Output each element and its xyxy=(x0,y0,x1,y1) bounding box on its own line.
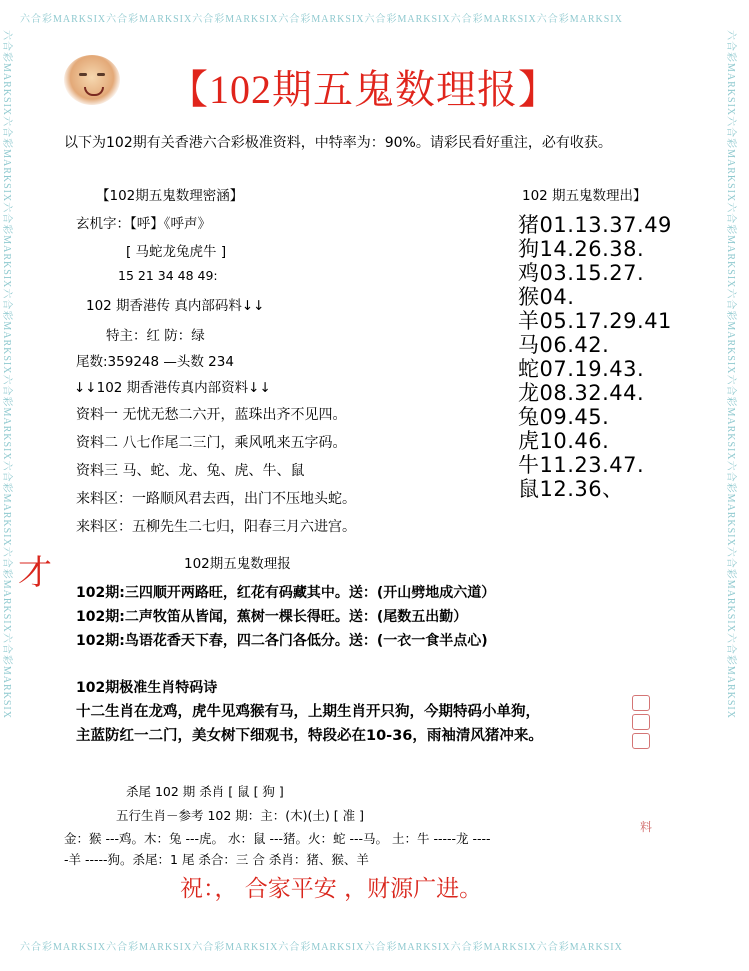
zodiac-row: 猪01.13.37.49 xyxy=(518,213,672,237)
watermark-left: 六合彩MARKSIX六合彩MARKSIX六合彩MARKSIX六合彩MARKSIX六合彩MARKSIX六合彩MARKSIX六合彩MARKSIX六合彩MARKSIX xyxy=(1,30,12,719)
hk-code-title: 102 期香港传 真内部码料↓↓ xyxy=(86,298,265,314)
animals-text: [ 马蛇龙兔虎牛 ] xyxy=(126,244,227,260)
blessing-text: 祝：， 合家平安 ，财源广进。 xyxy=(180,876,483,902)
zodiac-row: 兔09.45. xyxy=(518,405,610,429)
intro-text: 以下为102期有关香港六合彩极准资料，中特率为：90%。请彩民看好重注，必有收获。 xyxy=(64,135,612,151)
mid-line-2: 102期:二声牧笛从皆闻，蕉树一棵长得旺。送：(尾数五出勤） xyxy=(76,609,468,625)
mid-line-1: 102期:三四顺开两路旺，红花有码藏其中。送：(开山劈地成六道） xyxy=(76,585,496,601)
mouth xyxy=(84,87,104,96)
hk-data-title: ↓↓102 期香港传真内部资料↓↓ xyxy=(74,380,271,396)
poem-title: 102期极准生肖特码诗 xyxy=(76,680,218,696)
wuxing-text: 五行生肖－参考 102 期：主：(木)(土) [ 准 ] xyxy=(116,808,364,823)
zodiac-row: 猴04. xyxy=(518,285,575,309)
data-three: 资料三 马、蛇、龙、兔、虎、牛、鼠 xyxy=(76,463,305,479)
zodiac-title: 102 期五鬼数理出】 xyxy=(522,188,647,204)
xuanji-text: 玄机字：【呼】《呼声》 xyxy=(76,216,211,232)
mid-line-3: 102期:鸟语花香天下春，四二各门各低分。送：(一衣一食半点心) xyxy=(76,633,488,649)
elements-line-1: 金：猴 ---鸡。木：兔 ---虎。 水：鼠 ---猪。火：蛇 ---马。 土：牛 -----龙 ---- xyxy=(64,831,491,846)
zodiac-row: 鼠12.36、 xyxy=(518,477,624,501)
zodiac-row: 龙08.32.44. xyxy=(518,381,645,405)
zodiac-row: 马06.42. xyxy=(518,333,610,357)
kill-text: 杀尾 102 期 杀肖 [ 鼠 [ 狗 ] xyxy=(126,784,284,799)
zodiac-row: 鸡03.15.27. xyxy=(518,261,645,285)
special-text: 特主：红 防：绿 xyxy=(106,328,205,344)
zodiac-row: 羊05.17.29.41 xyxy=(518,309,672,333)
numbers-text: 15 21 34 48 49: xyxy=(118,268,218,283)
data-one: 资料一 无忧无愁二六开，蓝珠出齐不见四。 xyxy=(76,407,347,423)
data-four: 来料区：一路顺风君去西，出门不压地头蛇。 xyxy=(76,491,356,507)
face-portrait xyxy=(64,55,120,105)
seal-stamp xyxy=(632,695,650,765)
zodiac-row: 蛇07.19.43. xyxy=(518,357,645,381)
data-two: 资料二 八七作尾二三门，乘风吼来五字码。 xyxy=(76,435,347,451)
red-character: 才 xyxy=(18,553,52,593)
zodiac-row: 牛11.23.47. xyxy=(518,453,645,477)
data-five: 来料区：五柳先生二七归，阳春三月六进宫。 xyxy=(76,519,356,535)
watermark-right: 六合彩MARKSIX六合彩MARKSIX六合彩MARKSIX六合彩MARKSIX六合彩MARKSIX六合彩MARKSIX六合彩MARKSIX六合彩MARKSIX xyxy=(725,30,736,719)
poem-line-2: 主蓝防红一二门，美女树下细观书，特段必在10-36，雨袖清风猪冲来。 xyxy=(76,728,543,744)
watermark-top: 六合彩MARKSIX六合彩MARKSIX六合彩MARKSIX六合彩MARKSIX六合彩MARKSIX六合彩MARKSIX六合彩MARKSIX xyxy=(20,14,623,25)
right-eye xyxy=(97,73,105,76)
poem-line-1: 十二生肖在龙鸡，虎牛见鸡猴有马，上期生肖开只狗，今期特码小单狗， xyxy=(76,704,540,720)
watermark-bottom: 六合彩MARKSIX六合彩MARKSIX六合彩MARKSIX六合彩MARKSIX六合彩MARKSIX六合彩MARKSIX六合彩MARKSIX xyxy=(20,942,623,953)
zodiac-row: 狗14.26.38. xyxy=(518,237,645,261)
secret-section-title: 【102期五鬼数理密涵】 xyxy=(96,188,244,204)
mid-title: 102期五鬼数理报 xyxy=(184,556,291,572)
left-eye xyxy=(79,73,87,76)
page-title: 【102期五鬼数理报】 xyxy=(168,67,559,112)
seal-character: 料 xyxy=(640,820,653,834)
zodiac-row: 虎10.46. xyxy=(518,429,610,453)
elements-line-2: -羊 -----狗。杀尾：1 尾 杀合：三 合 杀肖：猪、猴、羊 xyxy=(64,852,369,867)
tail-text: 尾数:359248 —头数 234 xyxy=(76,354,234,370)
